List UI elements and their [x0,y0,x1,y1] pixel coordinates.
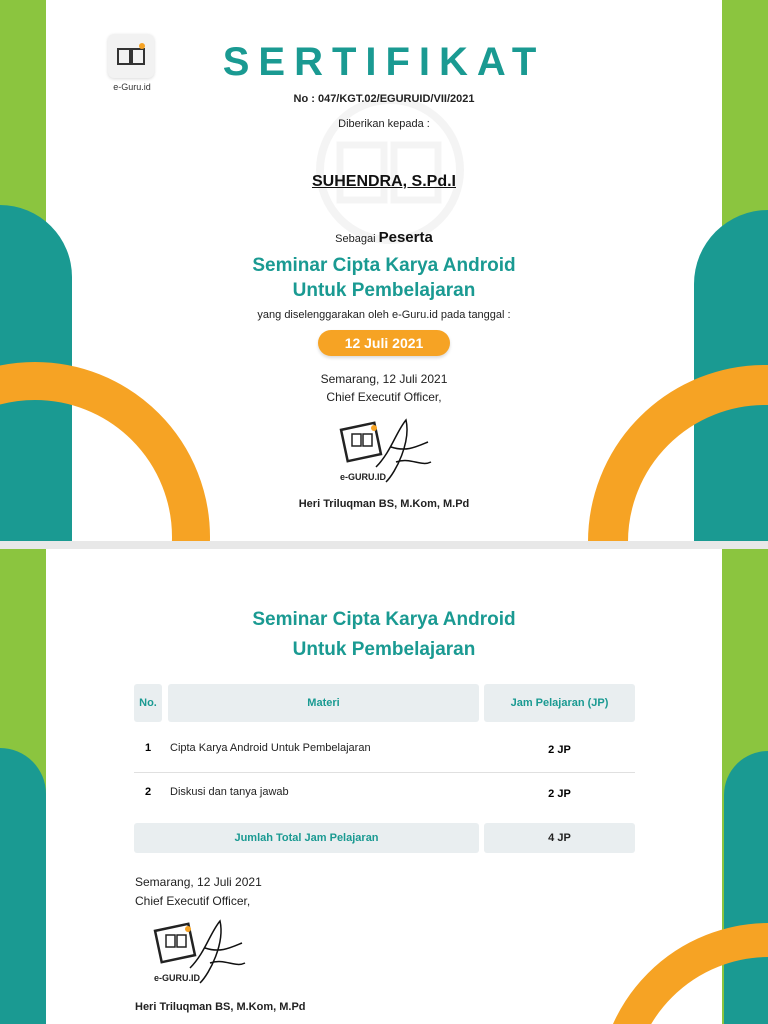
table-total-value: 4 JP [484,823,635,853]
organizer-line: yang diselenggarakan oleh e-Guru.id pada tanggal : [257,309,511,321]
certificate-back-page [0,543,768,1024]
signer-position: Chief Executif Officer, [326,390,442,404]
table-row-divider [134,772,635,773]
role-line [0,229,768,246]
role-prefix: Sebagai [335,233,376,245]
given-to-label: Diberikan kepada : [338,118,430,130]
place-date: Semarang, 12 Juli 2021 [320,372,448,386]
role-label: Peserta [378,229,433,246]
stamp-text: e-GURU.ID [154,973,201,983]
logo-caption: e-Guru.id [113,82,151,92]
table-row-1-jp: 2 JP [548,744,571,756]
signer-name: Heri Triluqman BS, M.Kom, M.Pd [298,498,470,510]
table-row-2-materi: Diskusi dan tanya jawab [170,786,289,798]
stamp-text: e-GURU.ID [340,472,387,482]
place-date: Semarang, 12 Juli 2021 [135,875,262,889]
table-header-no: No. [134,684,162,722]
event-title-line1: Seminar Cipta Karya Android [252,255,516,276]
left-teal-shape [0,748,46,1024]
certificate-number: No : 047/KGT.02/EGURUID/VII/2021 [293,93,475,105]
signer-position: Chief Executif Officer, [135,894,251,908]
date-badge: 12 Juli 2021 [318,330,450,356]
event-title-line2: Untuk Pembelajaran [292,280,476,301]
recipient-name: SUHENDRA, S.Pd.I [311,173,456,190]
event-title-line2: Untuk Pembelajaran [292,639,476,660]
right-orange-arc [598,923,768,1024]
watermark-book-icon [310,90,470,250]
table-row-1-materi: Cipta Karya Android Untuk Pembelajaran [170,742,371,754]
table-header-jp: Jam Pelajaran (JP) [484,684,635,722]
signature-stamp [336,412,436,492]
table-row-2-no: 2 [144,786,152,798]
table-row-1-no: 1 [144,742,152,754]
page-separator [0,541,768,549]
table-total-label: Jumlah Total Jam Pelajaran [134,823,479,853]
signer-name: Heri Triluqman BS, M.Kom, M.Pd [135,1001,306,1013]
event-title-line1: Seminar Cipta Karya Android [252,609,516,630]
signature-stamp [150,913,250,993]
table-header-materi: Materi [168,684,479,722]
table-row-2-jp: 2 JP [548,788,571,800]
certificate-title: SERTIFIKAT [222,40,546,84]
